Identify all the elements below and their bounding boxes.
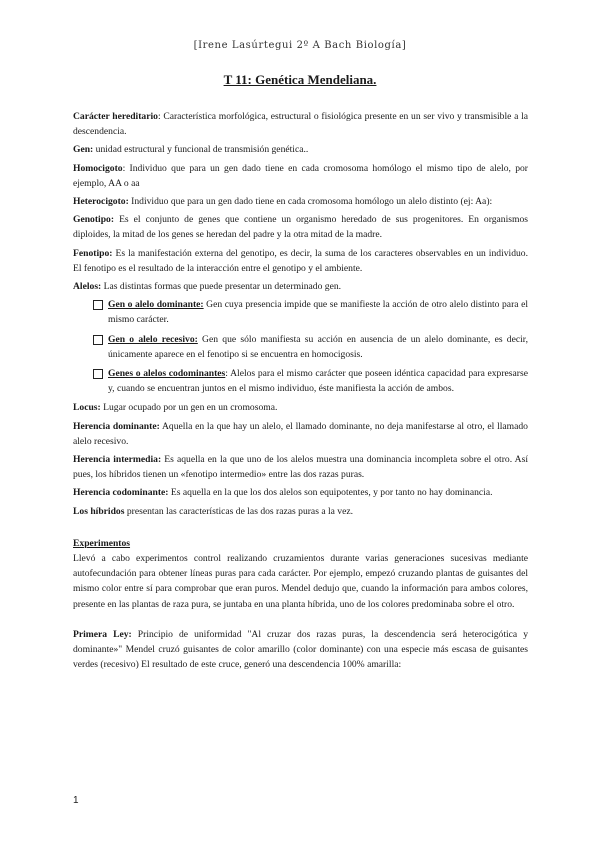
definition-term: Heterocigoto: [73,196,129,208]
definition-item [73,109,528,139]
definition-text: presentan las características de las dos razas puras a la vez. [126,505,354,517]
experimentos-text: Llevó a cabo experimentos control realizando cruzamientos durante varias generaciones sucesivas mediante autofecundación para obtener líneas puras para cada carácter. Por ejemplo, empezó cruzando plantas de guisantes del mismo color entre sí para comprobar que eran puros. Mendel dedujo que, cuando la información para ambos colores, presente en las plantas de raza pura, se juntaba en una planta híbrida, uno de los colores predominaba sobre el otro. [73,553,528,610]
alelo-term: Genes o alelos codominantes [108,368,226,380]
definition-text: Es aquella en la que uno de los alelos muestra una dominancia incompleta sobre el otro. Así pues, los híbridos tienen un «fenotipo intermedio» entre las dos razas puras. [73,454,528,481]
checkbox-icon [93,369,103,379]
document-title: T 11: Genética Mendeliana. [223,72,377,87]
primera-ley-text: Principio de uniformidad "Al cruzar dos razas puras, la descendencia será heterocigótica y dominante»" Mendel cruzó guisantes de color amarillo (color dominante) con una especie más escasa de guisantes verdes (recesivo) El resultado de este cruce, generó una descendencia 100% amarilla: [73,628,528,671]
alelo-item [73,366,528,396]
definition-item [73,504,528,519]
page-header: [Irene Lasúrtegui 2º A Bach Biología] [193,40,407,51]
definition-term: Locus: [73,402,101,414]
alelo-text: Gen cuya presencia impide que se manifieste la acción de otro alelo distinto para el mismo carácter. [108,299,528,326]
experimentos-section [73,536,528,612]
definition-text: Característica morfológica, estructural o fisiológica presente en un ser vivo y transmisible a la descendencia. [73,111,528,138]
definition-text: Lugar ocupado por un gen en un cromosoma. [103,402,278,414]
alelo-text: Gen que sólo manifiesta su acción en ausencia de un alelo dominante, es decir, únicamente aparece en el fenotipo si se encuentra en homocigosis. [108,333,528,360]
document-body [73,109,528,676]
definition-text: Aquella en la que hay un alelo, el llamado dominante, no deja manifestarse al otro, el llamado alelo recesivo. [73,420,528,447]
definition-term: Herencia codominante: [73,487,169,499]
definition-item [73,142,528,157]
definitions-list [73,109,528,294]
alelo-item [73,297,528,327]
checkbox-icon [93,300,103,310]
definition-term: Genotipo: [73,214,115,226]
experimentos-heading: Experimentos [73,537,131,549]
definition-text: Es la manifestación externa del genotipo, es decir, la suma de los caracteres observables en un individuo. El fenotipo es el resultado de la interacción entre el genotipo y el ambiente. [73,247,528,274]
checkbox-icon [93,335,103,345]
definition-separator: : [157,111,164,122]
definition-item [73,212,528,242]
definition-text: unidad estructural y funcional de transmisión genética.. [95,144,309,156]
alelos-list [73,297,528,396]
definition-text: Es el conjunto de genes que contiene un organismo heredado de sus progenitores. En organismos diploides, la mitad de los genes se heredan del padre y la otra mitad de la madre. [73,214,528,241]
definition-term: Fenotipo: [73,247,113,259]
definition-separator: : [122,162,130,174]
alelo-term: Gen o alelo dominante: [108,299,204,311]
definition-term: Los híbridos [73,505,125,517]
definition-item [73,279,528,294]
definition-term: Alelos: [73,281,102,293]
definition-item [73,485,528,500]
page-number: 1 [73,795,79,806]
definition-text: Individuo que para un gen dado tiene en cada cromosoma homólogo el mismo tipo de alelo, por ejemplo, AA o aa [73,162,528,189]
definition-item [73,452,528,482]
primera-ley-section [73,627,528,673]
definition-term: Carácter hereditario [73,111,158,122]
alelo-term: Gen o alelo recesivo: [108,333,198,345]
definition-text: Es aquella en la que los dos alelos son equipotentes, y por tanto no hay dominancia. [170,487,493,499]
definition-item [73,419,528,449]
definition-term: Herencia dominante: [73,420,160,432]
definitions-list-2 [73,400,528,518]
definition-item [73,246,528,276]
primera-ley-term: Primera Ley: [73,628,132,640]
alelo-item [73,332,528,362]
definition-item [73,194,528,209]
alelo-text: : Alelos para el mismo carácter que poseen idéntica capacidad para expresarse y, cuando se encuentran juntos en el mismo individuo, éste manifiesta la acción de ambos. [108,368,528,395]
definition-item [73,400,528,415]
definition-item [73,161,528,191]
definition-term: Homocigoto [73,162,123,174]
definition-term: Gen: [73,144,94,156]
definition-term: Herencia intermedia: [73,454,162,466]
definition-text: Las distintas formas que puede presentar un determinado gen. [103,281,342,293]
definition-text: Individuo que para un gen dado tiene en cada cromosoma homólogo un alelo distinto (ej: Aa): [131,196,493,208]
